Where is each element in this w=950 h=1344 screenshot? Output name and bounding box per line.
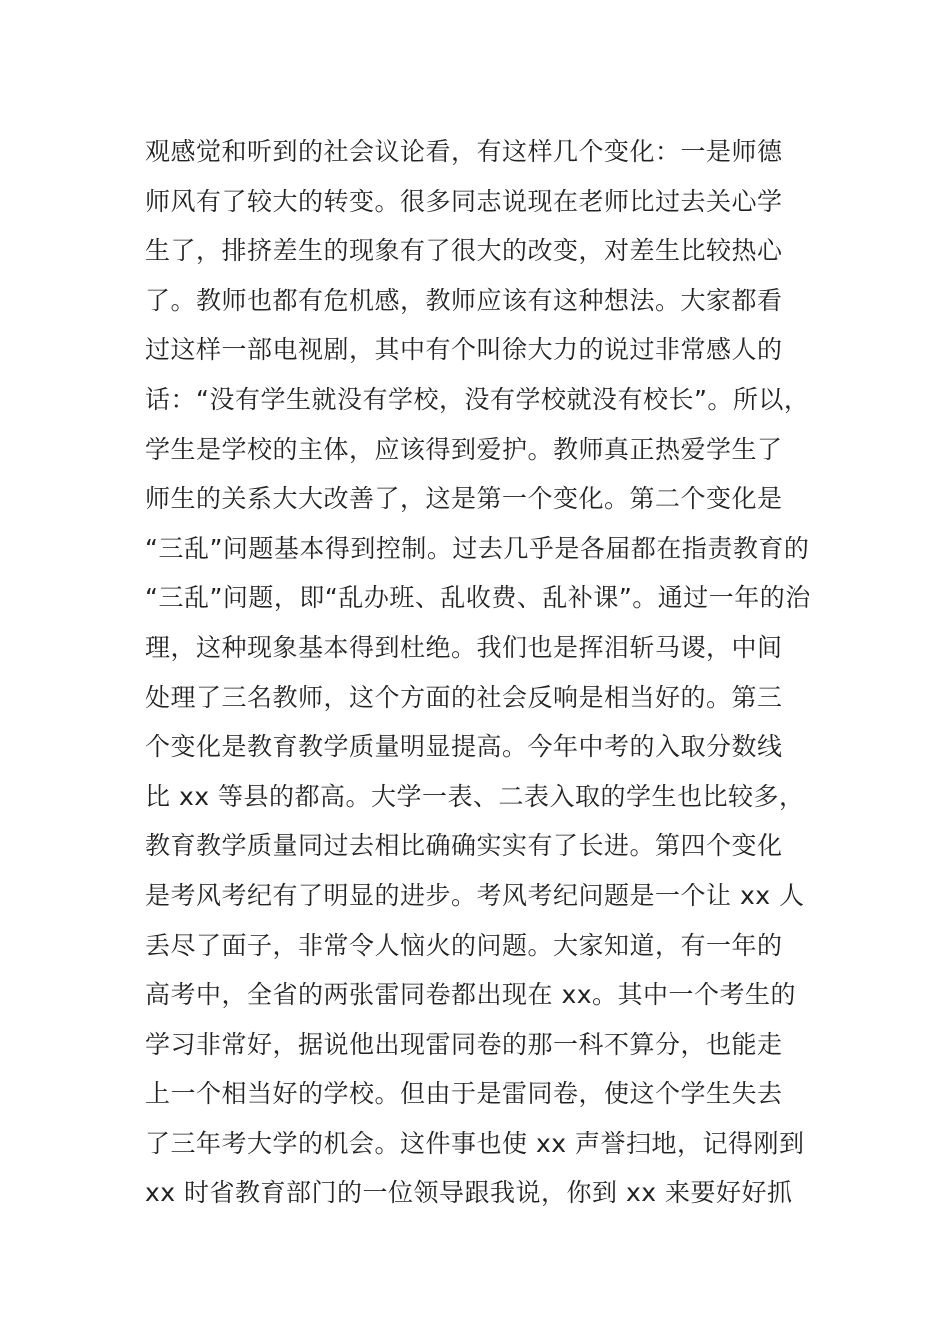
text-line: xx 时省教育部门的一位领导跟我说，你到 xx 来要好好抓 bbox=[145, 1178, 793, 1208]
text-line: 高考中，全省的两张雷同卷都出现在 xx。其中一个考生的 bbox=[145, 980, 797, 1010]
text-line: “三乱”问题基本得到控制。过去几乎是各届都在指责教育的 bbox=[145, 533, 810, 563]
text-line: 师生的关系大大改善了，这是第一个变化。第二个变化是 bbox=[145, 484, 783, 514]
text-line: 处理了三名教师，这个方面的社会反响是相当好的。第三 bbox=[145, 682, 783, 712]
text-line: 学生是学校的主体，应该得到爱护。教师真正热爱学生了 bbox=[145, 434, 783, 464]
text-line: 话：“没有学生就没有学校，没有学校就没有校长”。所以， bbox=[145, 384, 810, 414]
text-line: 过这样一部电视剧，其中有个叫徐大力的说过非常感人的 bbox=[145, 335, 783, 365]
text-line: “三乱”问题，即“乱办班、乱收费、乱补课”。通过一年的治 bbox=[145, 583, 811, 613]
text-line: 了三年考大学的机会。这件事也使 xx 声誉扫地，记得刚到 bbox=[145, 1128, 805, 1158]
text-line: 是考风考纪有了明显的进步。考风考纪问题是一个让 xx 人 bbox=[145, 880, 805, 910]
text-line: 教育教学质量同过去相比确确实实有了长进。第四个变化 bbox=[145, 831, 783, 861]
text-line: 了。教师也都有危机感，教师应该有这种想法。大家都看 bbox=[145, 285, 783, 315]
body-paragraph bbox=[145, 127, 825, 1218]
text-line: 上一个相当好的学校。但由于是雷同卷，使这个学生失去 bbox=[145, 1079, 783, 1109]
text-line: 个变化是教育教学质量明显提高。今年中考的入取分数线 bbox=[145, 732, 783, 762]
text-line: 师风有了较大的转变。很多同志说现在老师比过去关心学 bbox=[145, 186, 783, 216]
text-line: 学习非常好，据说他出现雷同卷的那一科不算分，也能走 bbox=[145, 1029, 783, 1059]
text-line: 理，这种现象基本得到杜绝。我们也是挥泪斩马谡，中间 bbox=[145, 632, 783, 662]
text-line: 生了，排挤差生的现象有了很大的改变，对差生比较热心 bbox=[145, 236, 783, 266]
text-line: 丢尽了面子，非常令人恼火的问题。大家知道，有一年的 bbox=[145, 930, 783, 960]
text-line: 比 xx 等县的都高。大学一表、二表入取的学生也比较多， bbox=[145, 781, 805, 811]
text-line: 观感觉和听到的社会议论看，有这样几个变化：一是师德 bbox=[145, 137, 783, 166]
